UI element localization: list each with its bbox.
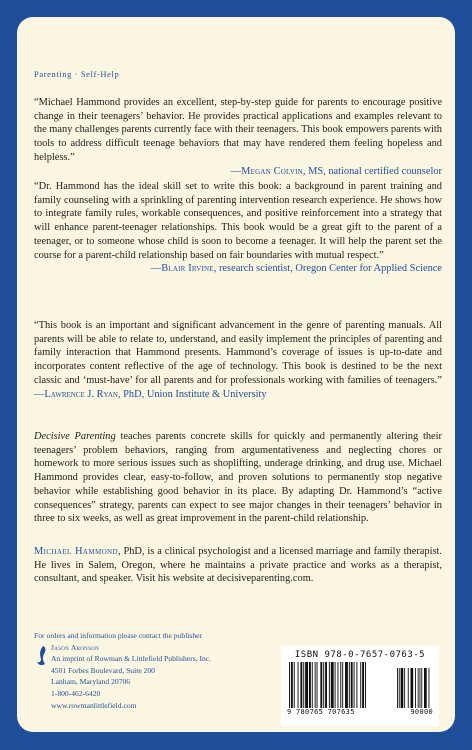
barcode-bar <box>362 662 364 708</box>
ean-digits: 9 780765 707635 <box>287 708 355 716</box>
barcode-bar <box>415 668 416 708</box>
isbn-text: ISBN 978-0-7657-0763-5 <box>294 650 426 660</box>
barcode-bar <box>312 662 313 708</box>
author-name: Michael Hammond <box>34 546 118 557</box>
barcode-bar <box>305 662 308 708</box>
barcode-bar <box>320 662 322 708</box>
barcode-bar <box>331 662 334 708</box>
barcode-bar <box>303 662 304 708</box>
barcode-bar <box>421 668 422 708</box>
barcode-bar <box>351 662 353 708</box>
barcode-bar <box>399 668 400 708</box>
barcode-bars <box>287 662 433 708</box>
endorser-name: —Blair Irvine <box>150 263 214 275</box>
barcode-bar <box>424 668 427 708</box>
barcode-bar <box>365 662 366 708</box>
publisher-logo-icon <box>34 645 49 667</box>
publisher-info <box>34 630 274 711</box>
barcode-bar <box>360 662 361 708</box>
imprint-of: An imprint of Rowman & Littlefield Publishers, Inc. <box>51 654 212 664</box>
barcode-bar <box>291 662 293 708</box>
barcode-bar <box>401 668 404 708</box>
barcode-bar <box>337 662 338 708</box>
quote-text: “This book is an important and significant advancement in the genre of parenting manuals. All parents will be able to relate to, understand, and easily implement the principles of parenting and family interaction that Hammond presents. Hammond’s coverage of issues is up-to-date and incorporates content reflective of the age of technology. This book is destined to be the next classic and ‘must-have’ for all parents and for professionals working with families of teenagers.” <box>34 320 442 386</box>
barcode-bar <box>300 662 302 708</box>
barcode-bar <box>309 662 311 708</box>
barcode-bar <box>404 668 405 708</box>
barcode-bar <box>335 662 336 708</box>
imprint-name: Jason Aronson <box>51 642 99 652</box>
barcode-bar <box>323 662 324 708</box>
book-description <box>34 430 442 526</box>
barcode-bar <box>315 662 316 708</box>
bio-text: , PhD, is a clinical psychologist and a licensed marriage and family therapist. He lives in Salem, Oregon, where he maintains a private practice and works as a therapist, consultant, and speaker. Visit his website at decisiveparenting.com. <box>34 546 443 585</box>
price-code: 90000 <box>410 708 433 716</box>
endorser-affiliation: , MS, national certified counselor <box>302 165 442 177</box>
street-address: 4501 Forbes Boulevard, Suite 200 <box>51 665 155 675</box>
endorser-name: —Lawrence J. Ryan <box>34 388 118 400</box>
endorsement-quote <box>34 180 442 276</box>
barcode-bar <box>397 668 398 708</box>
back-cover-panel <box>17 17 455 732</box>
endorser-affiliation: , PhD, Union Institute & University <box>117 388 267 400</box>
quote-attribution <box>34 389 267 400</box>
barcode-bar <box>289 662 290 708</box>
barcode-bar <box>298 662 299 708</box>
barcode-bar <box>429 668 430 708</box>
city-address: Lanham, Maryland 20706 <box>51 677 131 687</box>
barcode-bar <box>294 662 295 708</box>
description-text: teaches parents concrete skills for quickly and permanently altering their teenagers’ problem behaviors, ranging from argumentativeness and neglecting chores or homework to more serious issues such as shoplifting, underage drinking, and drug use. Michael Hammond provides clear, easy-to-follow, and proven solutions to permanently stop negative behavior while establishing good behavior in its place. By adapting Dr. Hammond’s “active consequences” strategy, parents can expect to see major changes in their teenagers’ behavior in three to six weeks, as well as great improvement in the parent-child relationship. <box>34 431 442 525</box>
quote-attribution <box>34 165 442 179</box>
barcode-bar <box>342 662 343 708</box>
barcode-bar <box>345 662 348 708</box>
endorser-name: —Megan Colvin <box>230 165 303 177</box>
publisher-address <box>34 642 274 712</box>
endorsement-quote <box>34 96 442 178</box>
barcode-digits <box>287 708 433 716</box>
barcode-bar <box>420 668 421 708</box>
barcode-bar <box>411 668 414 708</box>
barcode-bar <box>340 662 341 708</box>
barcode-bar <box>408 668 409 708</box>
category-label: Parenting · Self-Help <box>34 69 120 79</box>
quote-text: “Michael Hammond provides an excellent, step-by-step guide for parents to encourage positive change in their teenagers’ behavior. He provides practical applications and examples relevant to the many challenges parents currently face with their teenagers. This book empowers parents with tools to address difficult teenage behaviors that may have rendered them feeling hopeless and helpless.” <box>34 97 442 163</box>
phone-number: 1-800-462-6420 <box>51 688 101 698</box>
barcode-bar <box>329 662 330 708</box>
endorser-affiliation: , research scientist, Oregon Center for Applied Science <box>213 263 442 275</box>
barcode-bar <box>418 668 419 708</box>
publisher-intro: For orders and information please contact the publisher <box>34 631 203 640</box>
quote-text: “Dr. Hammond has the ideal skill set to write this book: a background in parent training and family counseling with a sprinkling of parenting intervention research experience. He shows how to integrate family rules, workable consequences, and positive reinforcement into a strategy that will enhance parent-teenager relationships. This book would be a great gift to the parent of a teenager, or to someone whose child is soon to become a teenager. It will help the parent set the course for a parent-child relationship based on fair boundaries with mutual respect.” <box>34 181 442 261</box>
website-link[interactable]: www.rowmanlittlefield.com <box>51 700 137 710</box>
barcode-bar <box>349 662 350 708</box>
barcode-bar <box>356 662 357 708</box>
barcode-bar <box>317 662 318 708</box>
quote-attribution <box>34 262 442 276</box>
barcode-bar <box>354 662 355 708</box>
endorsement-quote <box>34 319 442 401</box>
book-title: Decisive Parenting <box>34 431 116 442</box>
isbn-barcode <box>281 646 439 726</box>
author-bio <box>34 545 442 586</box>
barcode-bar <box>325 662 327 708</box>
